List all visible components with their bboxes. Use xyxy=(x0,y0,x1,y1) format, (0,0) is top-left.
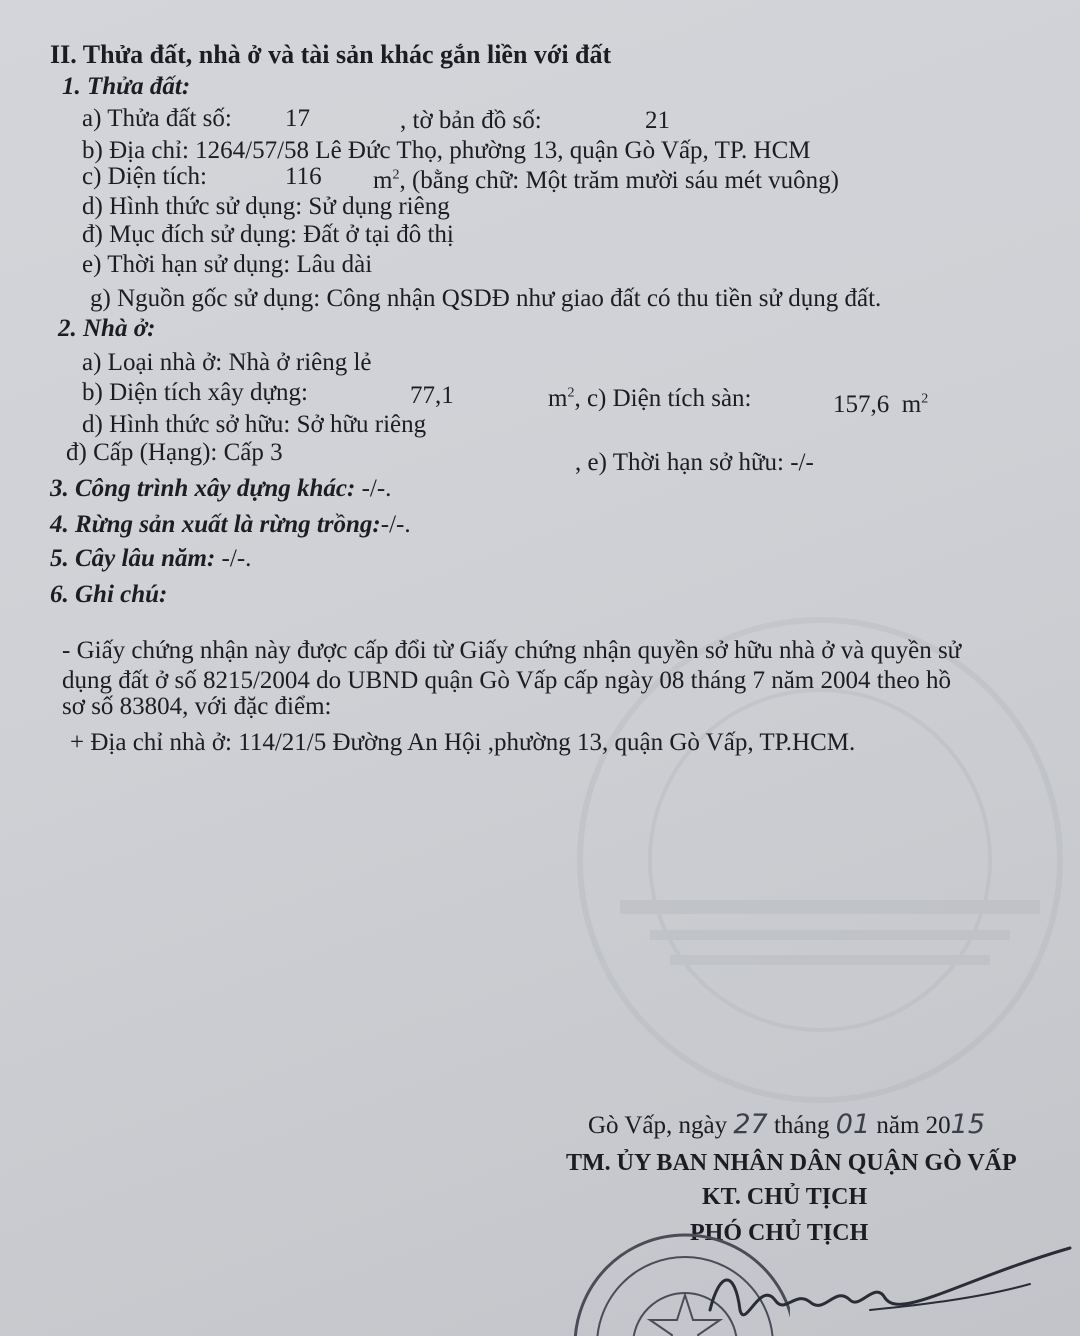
s1-usage-term: e) Thời hạn sử dụng: Lâu dài xyxy=(82,251,373,278)
section-title: II. Thửa đất, nhà ở và tài sản khác gắn liền với đất xyxy=(50,40,612,69)
s2-title: 2. Nhà ở: xyxy=(58,315,156,342)
s1-usage-purpose: đ) Mục đích sử dụng: Đất ở tại đô thị xyxy=(82,221,454,248)
s1-area-words: $m^2$, (bằng chữ: Một trăm mười sáu mét vuông) xyxy=(373,167,840,194)
s1-address: b) Địa chỉ: 1264/57/58 Lê Đức Thọ, phường 13, quận Gò Vấp, TP. HCM xyxy=(82,137,811,164)
sign-org: TM. ỦY BAN NHÂN DÂN QUẬN GÒ VẤP xyxy=(566,1150,1017,1176)
s2-build-area-label: b) Diện tích xây dựng: xyxy=(82,379,309,406)
s1-usage-form: d) Hình thức sử dụng: Sử dụng riêng xyxy=(82,193,450,220)
s6-note-line2: dụng đất ở số 8215/2004 do UBND quận Gò Vấp cấp ngày 08 tháng 7 năm 2004 theo hồ xyxy=(62,667,952,694)
s1-parcel-value: 17 xyxy=(285,105,310,132)
s1-map-value: 21 xyxy=(645,107,670,134)
s1-usage-origin: g) Nguồn gốc sử dụng: Công nhận QSDĐ như giao đất có thu tiền sử dụng đất. xyxy=(90,285,882,312)
s6-note-line1: - Giấy chứng nhận này được cấp đổi từ Giấy chứng nhận quyền sở hữu nhà ở và quyền sử xyxy=(62,637,962,664)
sign-month: 01 xyxy=(835,1109,871,1140)
sign-role1: KT. CHỦ TỊCH xyxy=(702,1184,868,1210)
s2-build-area-unit: $m^2$, c) Diện tích sàn: xyxy=(548,385,752,412)
sign-role2: PHÓ CHỦ TỊCH xyxy=(690,1220,869,1246)
s1-area-label: c) Diện tích: xyxy=(82,163,207,190)
s6-note-line4: + Địa chỉ nhà ở: 114/21/5 Đường An Hội ,phường 13, quận Gò Vấp, TP.HCM. xyxy=(70,729,856,756)
signature xyxy=(700,1240,1080,1336)
s6-title: 6. Ghi chú: xyxy=(50,581,168,608)
s2-floor-area-value: 157,6 $m^2$ xyxy=(833,391,929,418)
s5-row: 5. Cây lâu năm: -/-. xyxy=(50,545,252,572)
s6-note-line3: sơ số 83804, với đặc điểm: xyxy=(62,693,332,720)
s2-grade: đ) Cấp (Hạng): Cấp 3 xyxy=(66,439,283,466)
sign-year: 15 xyxy=(950,1109,986,1140)
s1-title: 1. Thửa đất: xyxy=(62,73,191,100)
sign-date: Gò Vấp, ngày 27 tháng 01 năm 2015 xyxy=(588,1109,986,1140)
s1-map-label: , tờ bản đồ số: xyxy=(400,107,542,134)
s2-house-type: a) Loại nhà ở: Nhà ở riêng lẻ xyxy=(82,349,372,376)
sign-day: 27 xyxy=(733,1109,768,1140)
s4-row: 4. Rừng sản xuất là rừng trồng:-/-. xyxy=(50,511,411,538)
s2-ownership-form: d) Hình thức sở hữu: Sở hữu riêng xyxy=(82,411,427,438)
s2-ownership-term: , e) Thời hạn sở hữu: -/- xyxy=(575,449,814,476)
s3-row: 3. Công trình xây dựng khác: -/-. xyxy=(50,475,392,502)
s1-area-value: 116 xyxy=(285,163,322,190)
s1-parcel-label: a) Thửa đất số: xyxy=(82,105,232,132)
s2-build-area-value: 77,1 xyxy=(410,382,454,409)
